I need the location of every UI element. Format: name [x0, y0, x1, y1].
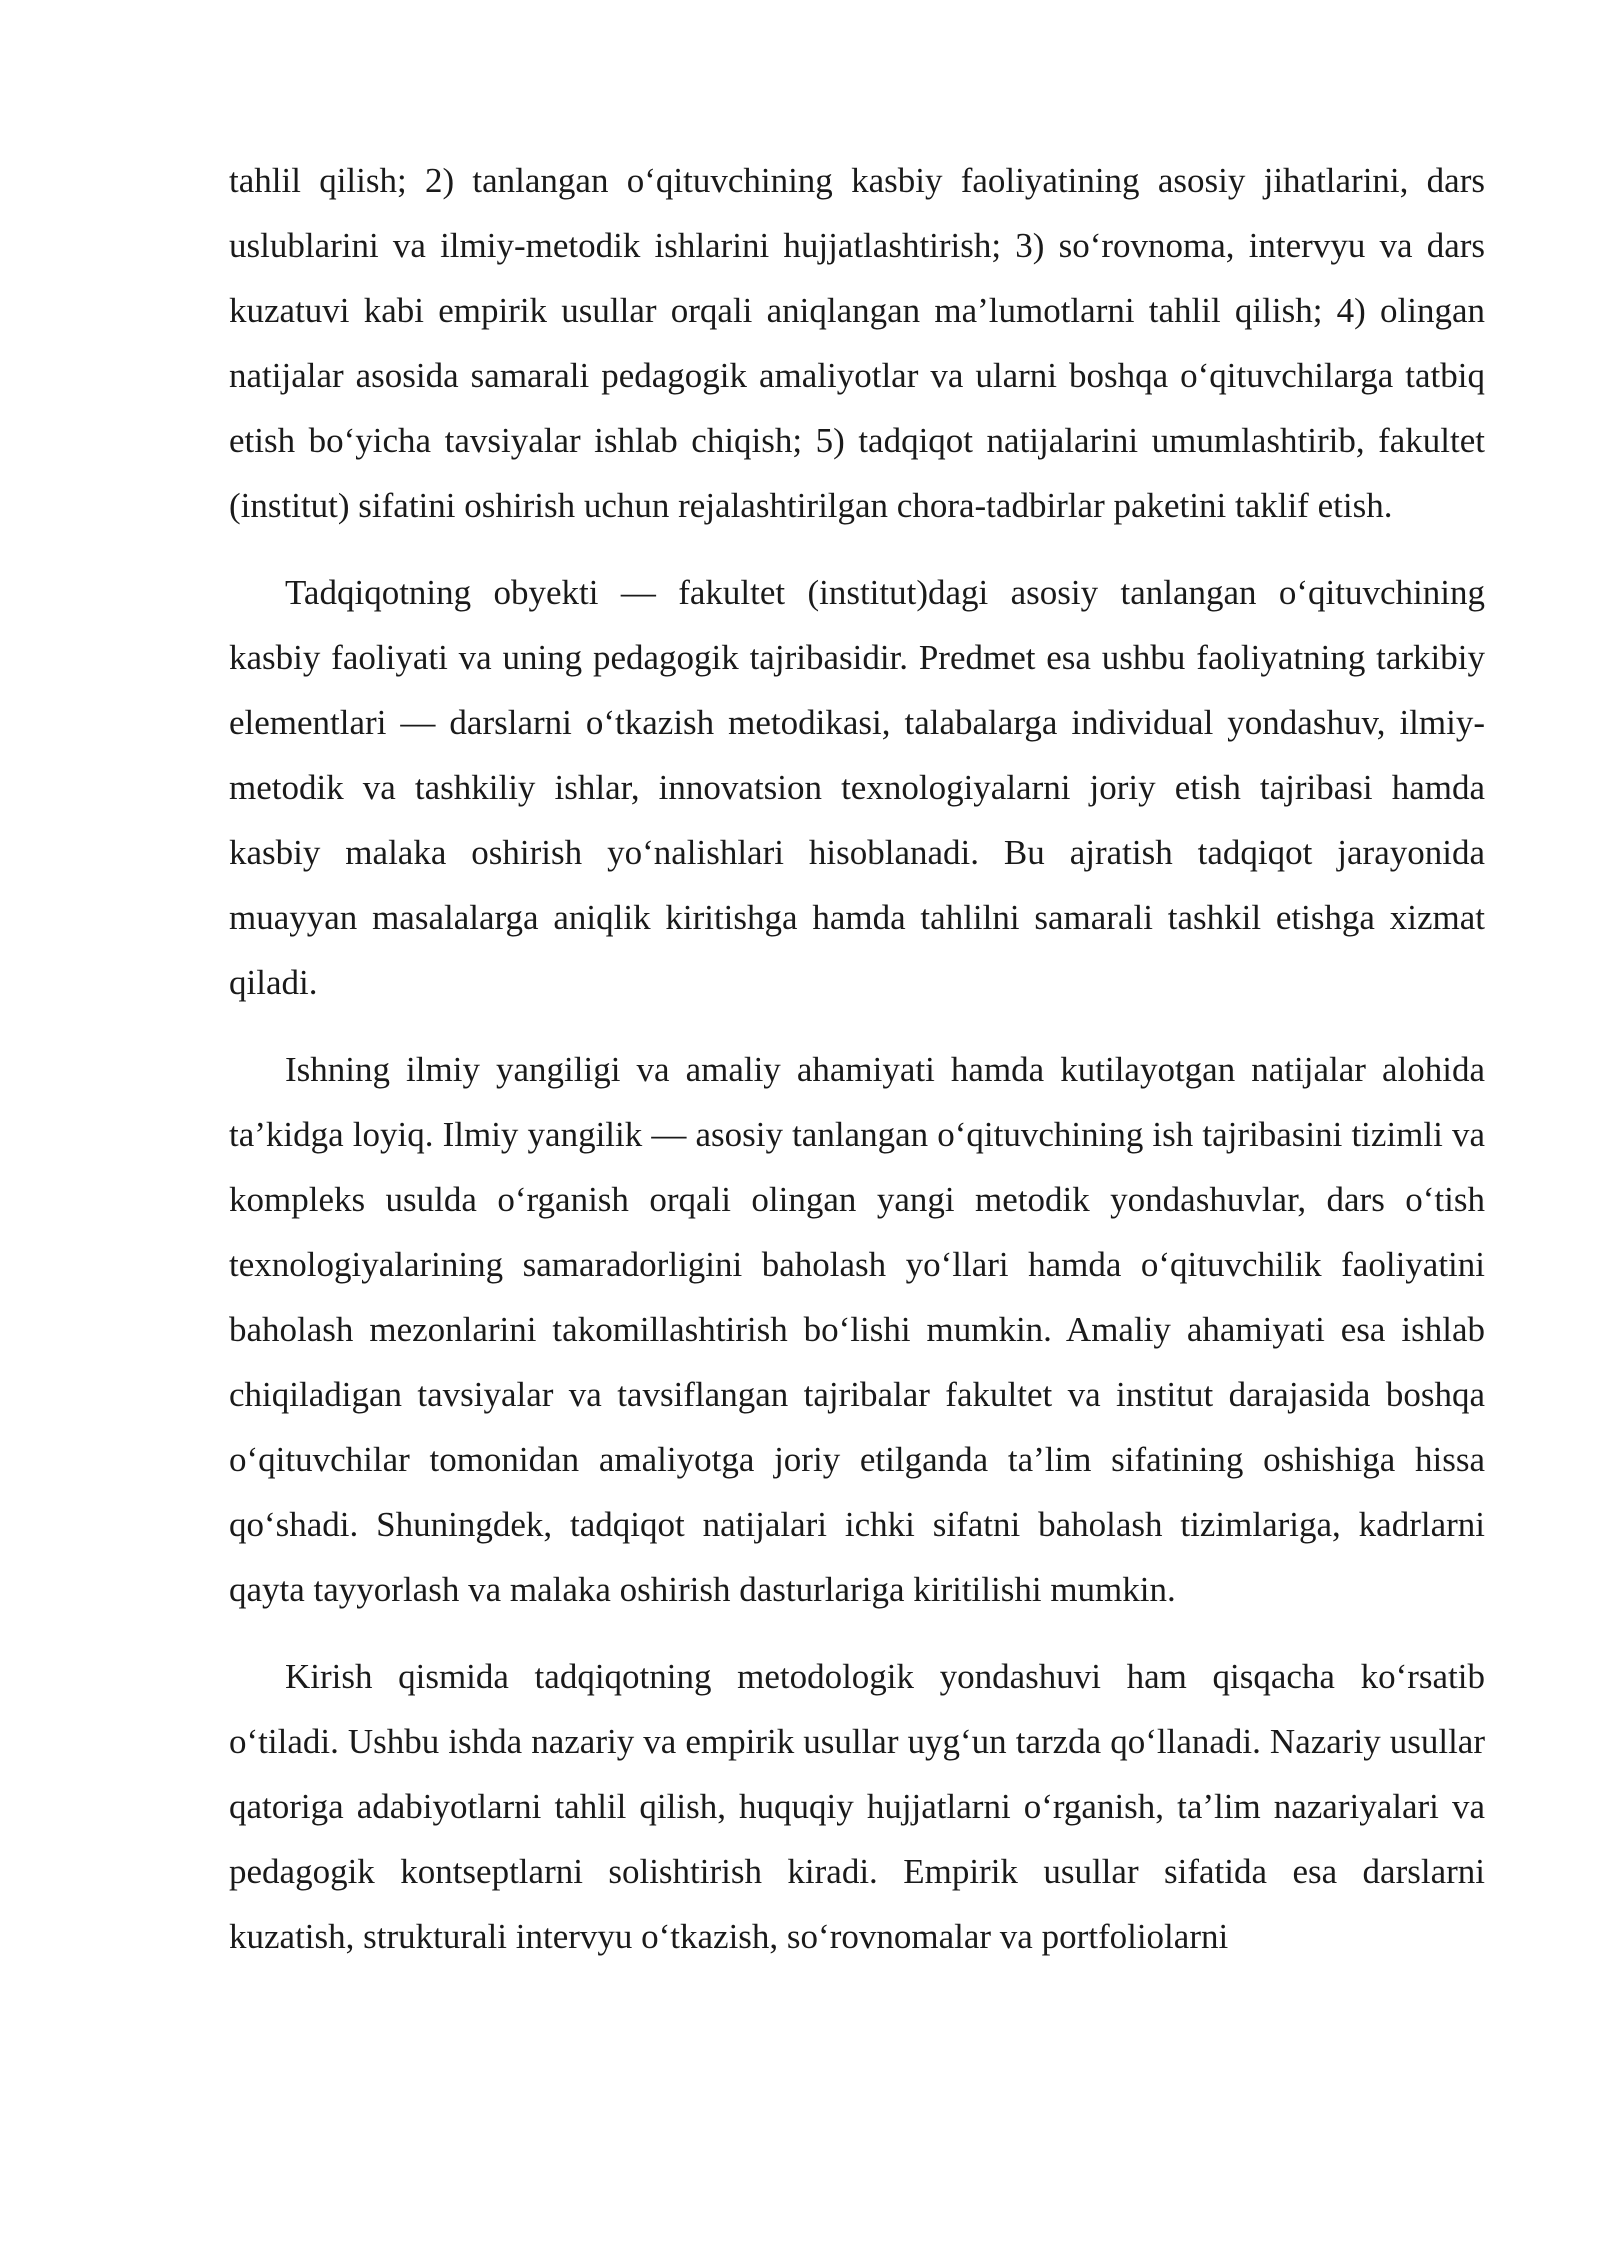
paragraph-methodology: Kirish qismida tadqiqotning metodologik yondashuvi ham qisqacha ko‘rsatib o‘tiladi. Ushbu ishda nazariy va empirik usullar uyg‘un tarzda qo‘llanadi. Nazariy usullar qatoriga adabiyotlarni tahlil qilish, huquqiy hujjatlarni o‘rganish, ta’lim nazariyalari va pedagogik kontseptlarni solishtirish kiradi. Empirik usullar sifatida esa darslarni kuzatish, strukturali intervyu o‘tkazish, so‘rovnomalar va portfoliolarni — [229, 1657, 1485, 1956]
paragraph-continuation: tahlil qilish; 2) tanlangan o‘qituvchining kasbiy faoliyatining asosiy jihatlarini, dars uslublarini va ilmiy-metodik ishlarini hujjatlashtirish; 3) so‘rovnoma, intervyu va dars kuzatuvi kabi empirik usullar orqali aniqlangan ma’lumotlarni tahlil qilish; 4) olingan natijalar asosida samarali pedagogik amaliyotlar va ularni boshqa o‘qituvchilarga tatbiq etish bo‘yicha tavsiyalar ishlab chiqish; 5) tadqiqot natijalarini umumlashtirib, fakultet (institut) sifatini oshirish uchun rejalashtirilgan chora-tadbirlar paketini taklif etish. — [229, 161, 1485, 525]
paragraph-research-object: Tadqiqotning obyekti — fakultet (institut)dagi asosiy tanlangan o‘qituvchining kasbiy faoliyati va uning pedagogik tajribasidir. Predmet esa ushbu faoliyatning tarkibiy elementlari — darslarni o‘tkazish metodikasi, talabalarga individual yondashuv, ilmiy-metodik va tashkiliy ishlar, innovatsion texnologiyalarni joriy etish tajribasi hamda kasbiy malaka oshirish yo‘nalishlari hisoblanadi. Bu ajratish tadqiqot jarayonida muayyan masalalarga aniqlik kiritishga hamda tahlilni samarali tashkil etishga xizmat qiladi. — [229, 573, 1485, 1002]
paragraph-scientific-novelty: Ishning ilmiy yangiligi va amaliy ahamiyati hamda kutilayotgan natijalar alohida ta’kidga loyiq. Ilmiy yangilik — asosiy tanlangan o‘qituvchining ish tajribasini tizimli va kompleks usulda o‘rganish orqali olingan yangi metodik yondashuvlar, dars o‘tish texnologiyalarining samaradorligini baholash yo‘llari hamda o‘qituvchilik faoliyatini baholash mezonlarini takomillashtirish bo‘lishi mumkin. Amaliy ahamiyati esa ishlab chiqiladigan tavsiyalar va tavsiflangan tajribalar fakultet va institut darajasida boshqa o‘qituvchilar tomonidan amaliyotga joriy etilganda ta’lim sifatining oshishiga hissa qo‘shadi. Shuningdek, tadqiqot natijalari ichki sifatni baholash tizimlariga, kadrlarni qayta tayyorlash va malaka oshirish dasturlariga kiritilishi mumkin. — [229, 1050, 1485, 1609]
document-body — [229, 148, 1485, 1991]
